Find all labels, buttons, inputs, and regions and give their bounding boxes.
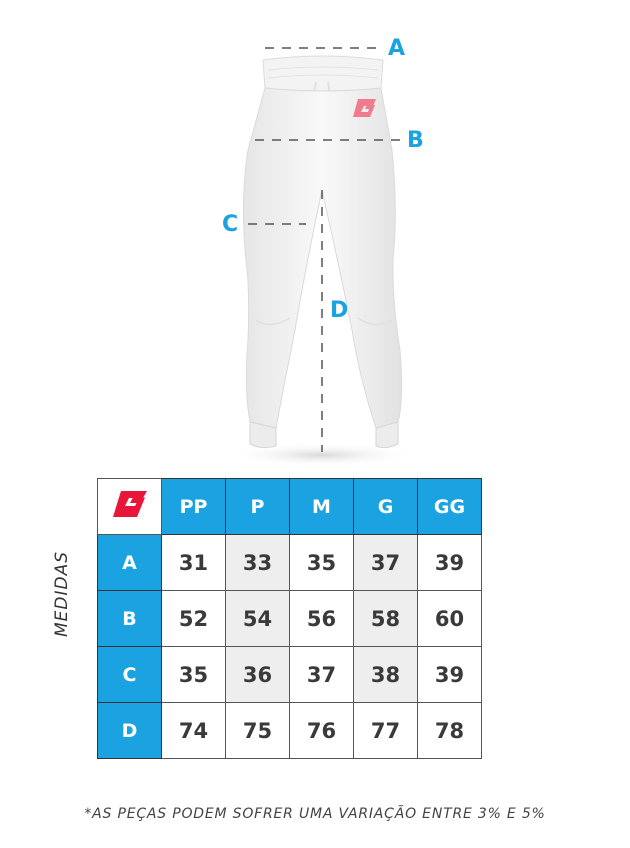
variation-footnote: *AS PEÇAS PODEM SOFRER UMA VARIAÇÃO ENTRE 3% E 5% xyxy=(84,806,546,822)
size-table xyxy=(97,478,482,759)
table-cell: 37 xyxy=(354,535,418,591)
measure-label-a: A xyxy=(388,36,406,61)
table-cell: 74 xyxy=(162,703,226,759)
table-cell: 54 xyxy=(226,591,290,647)
waistband xyxy=(263,56,383,91)
size-header: G xyxy=(354,479,418,535)
size-header: GG xyxy=(418,479,482,535)
measure-label-d: D xyxy=(330,298,349,323)
table-header-row xyxy=(98,479,482,535)
measure-label-c: C xyxy=(222,212,239,237)
table-row xyxy=(98,591,482,647)
table-cell: 35 xyxy=(162,647,226,703)
row-label: B xyxy=(98,591,162,647)
table-cell: 35 xyxy=(290,535,354,591)
row-label: A xyxy=(98,535,162,591)
table-cell: 78 xyxy=(418,703,482,759)
table-cell: 52 xyxy=(162,591,226,647)
row-label: D xyxy=(98,703,162,759)
table-cell: 60 xyxy=(418,591,482,647)
table-cell: 56 xyxy=(290,591,354,647)
row-label: C xyxy=(98,647,162,703)
side-label: MEDIDAS xyxy=(52,550,72,637)
size-header: M xyxy=(290,479,354,535)
table-cell: 33 xyxy=(226,535,290,591)
brand-logo-icon xyxy=(113,491,147,517)
brand-logo-cell xyxy=(98,479,162,535)
table-row xyxy=(98,647,482,703)
table-cell: 39 xyxy=(418,647,482,703)
table-cell: 38 xyxy=(354,647,418,703)
table-cell: 77 xyxy=(354,703,418,759)
size-header: PP xyxy=(162,479,226,535)
table-cell: 76 xyxy=(290,703,354,759)
table-row xyxy=(98,535,482,591)
table-row xyxy=(98,703,482,759)
table-cell: 37 xyxy=(290,647,354,703)
table-cell: 31 xyxy=(162,535,226,591)
size-header: P xyxy=(226,479,290,535)
measure-label-b: B xyxy=(407,128,424,153)
table-cell: 75 xyxy=(226,703,290,759)
table-cell: 58 xyxy=(354,591,418,647)
table-cell: 36 xyxy=(226,647,290,703)
table-cell: 39 xyxy=(418,535,482,591)
